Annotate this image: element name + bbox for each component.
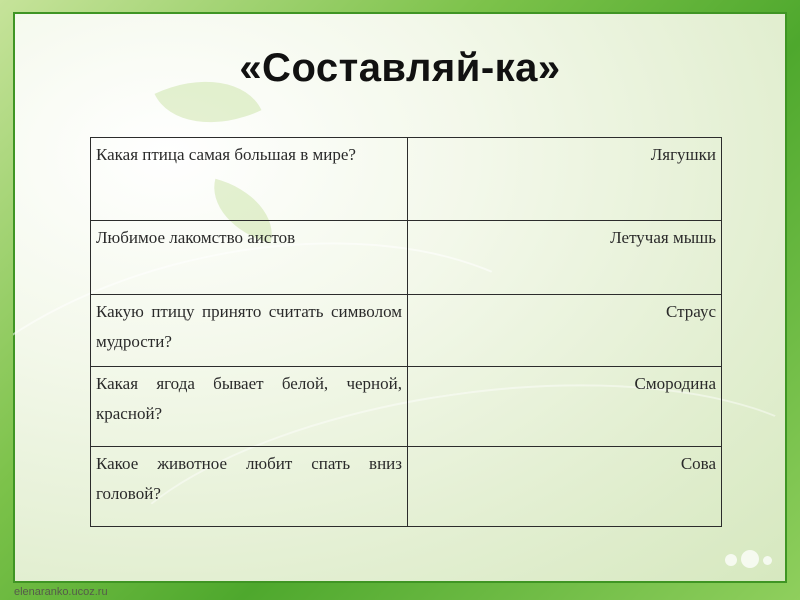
answer-cell: Летучая мышь xyxy=(408,221,722,295)
table-row xyxy=(91,295,722,367)
table-row xyxy=(91,447,722,527)
answer-cell: Лягушки xyxy=(408,138,722,221)
quiz-table xyxy=(90,137,722,527)
question-cell: Какая ягода бывает белой, черной, красной? xyxy=(91,367,408,447)
answer-cell: Смородина xyxy=(408,367,722,447)
question-cell: Какую птицу принято считать символом мудрости? xyxy=(91,295,408,367)
table-row xyxy=(91,221,722,295)
answer-cell: Страус xyxy=(408,295,722,367)
question-cell: Какая птица самая большая в мире? xyxy=(91,138,408,221)
bubble-decoration xyxy=(763,556,772,565)
slide-title: «Составляй-ка» xyxy=(239,46,561,90)
bubble-decoration xyxy=(725,554,737,566)
table-row xyxy=(91,367,722,447)
bubble-decoration xyxy=(741,550,759,568)
table-row xyxy=(91,138,722,221)
answer-cell: Сова xyxy=(408,447,722,527)
question-cell: Какое животное любит спать вниз головой? xyxy=(91,447,408,527)
footer-url: elenaranko.ucoz.ru xyxy=(14,586,108,598)
question-cell: Любимое лакомство аистов xyxy=(91,221,408,295)
